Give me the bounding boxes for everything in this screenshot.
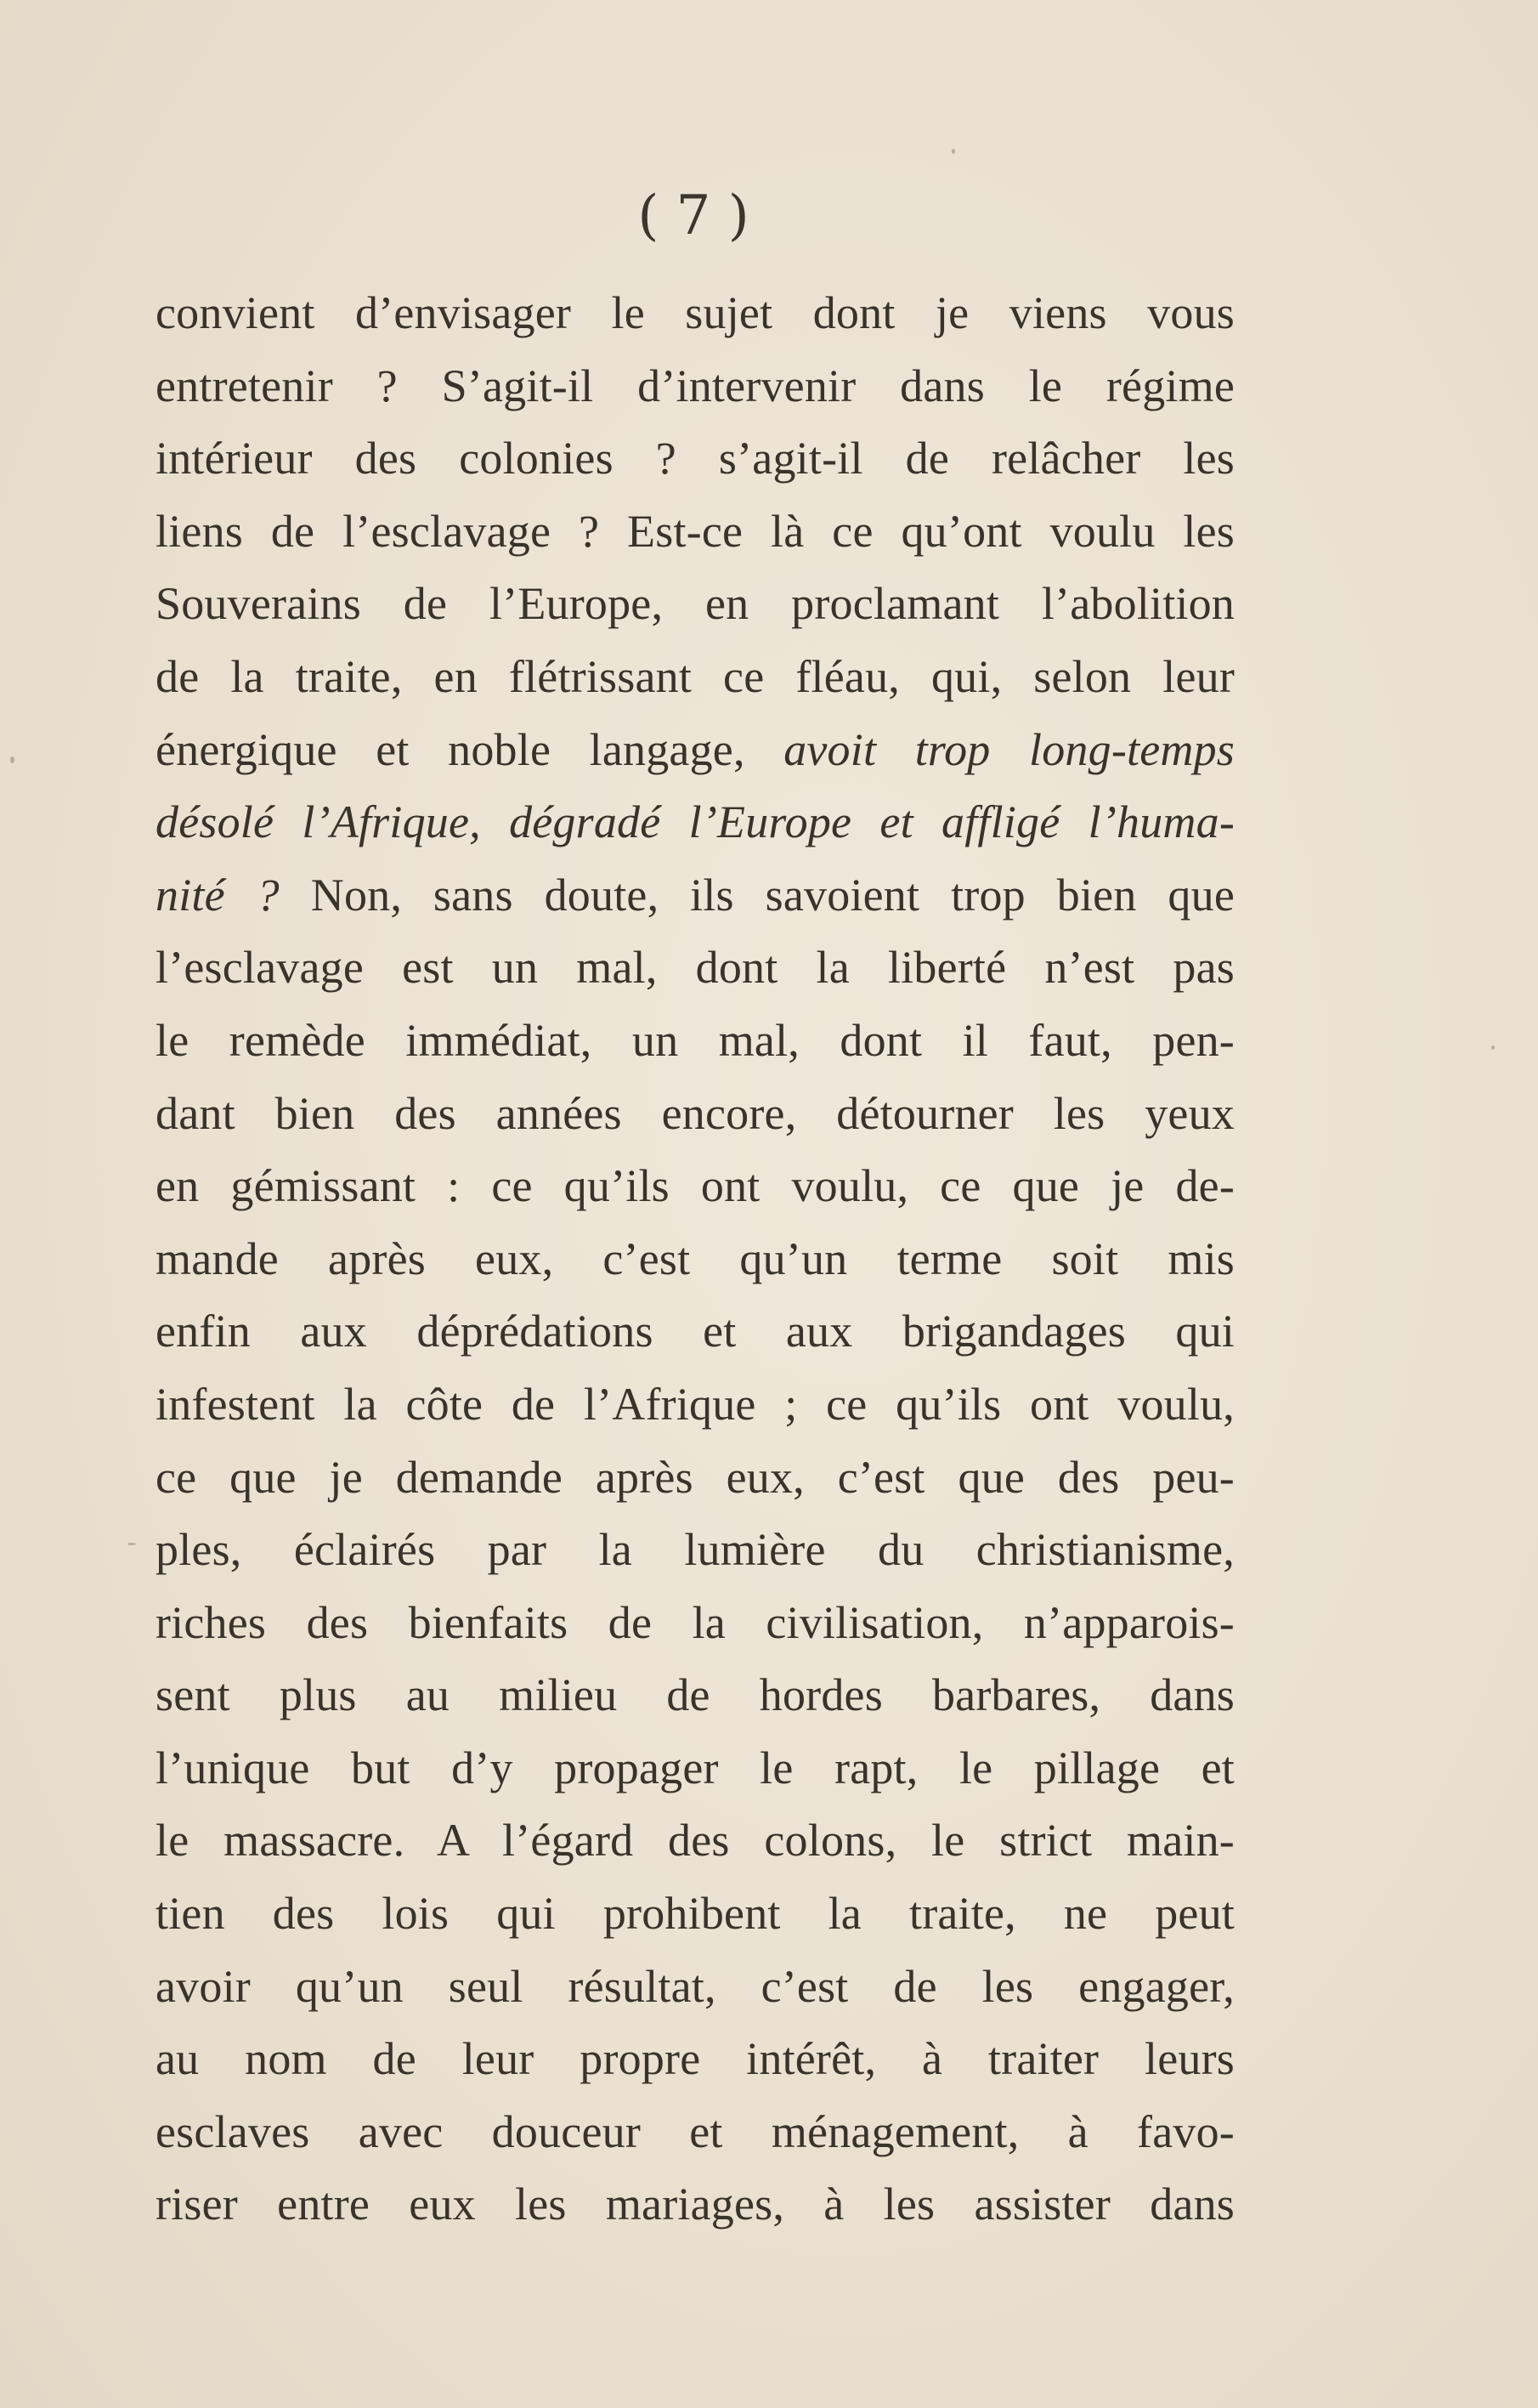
paper-speck: [10, 756, 14, 763]
text-line: intérieur des colonies ? s’agit-il de relâcher les: [155, 433, 1235, 484]
text-line: esclaves avec douceur et ménagement, à favo-: [155, 2105, 1235, 2157]
text-line: riser entre eux les mariages, à les assister dans: [155, 2179, 1235, 2230]
text-line: infestent la côte de l’Afrique ; ce qu’ils ont voulu,: [155, 1378, 1235, 1430]
text-line: l’esclavage est un mal, dont la liberté n’est pas: [155, 942, 1235, 994]
text-line: au nom de leur propre intérêt, à traiter leurs: [155, 2033, 1235, 2085]
text-line: de la traite, en flétrissant ce fléau, qui, selon leur: [155, 650, 1235, 702]
text-line: le remède immédiat, un mal, dont il faut, pen-: [155, 1014, 1235, 1066]
text-line: entretenir ? S’agit-il d’intervenir dans le régime: [155, 360, 1235, 411]
text-line: désolé l’Afrique, dégradé l’Europe et affligé l’huma-: [155, 796, 1235, 848]
italic-quote: avoit trop long-temps: [783, 723, 1235, 775]
paper-speck: [1491, 1045, 1495, 1050]
paper-speck: [127, 1543, 136, 1545]
text-line: liens de l’esclavage ? Est-ce là ce qu’ont voulu les: [155, 505, 1235, 557]
page-number: ( 7 ): [637, 184, 749, 247]
text-line: enfin aux déprédations et aux brigandages qui: [155, 1306, 1235, 1357]
text-line: [155, 859, 1235, 932]
text-line: mande après eux, c’est qu’un terme soit mis: [155, 1232, 1235, 1284]
text-line: en gémissant : ce qu’ils ont voulu, ce que je de-: [155, 1160, 1235, 1212]
text-line: dant bien des années encore, détourner les yeux: [155, 1087, 1235, 1139]
text-span: Non, sans doute, ils savoient trop bien que: [279, 869, 1235, 921]
text-line: le massacre. A l’égard des colons, le strict main-: [155, 1815, 1235, 1867]
text-span: énergique et noble langage,: [155, 723, 784, 775]
text-line: riches des bienfaits de la civilisation, n’apparois-: [155, 1596, 1235, 1648]
text-line: ce que je demande après eux, c’est que des peu-: [155, 1451, 1235, 1503]
italic-quote: nité ?: [155, 869, 280, 921]
text-line: Souverains de l’Europe, en proclamant l’abolition: [155, 578, 1235, 630]
text-line: ples, éclairés par la lumière du christianisme,: [155, 1524, 1235, 1576]
text-line: l’unique but d’y propager le rapt, le pillage et: [155, 1742, 1235, 1793]
body-text: [155, 277, 1235, 2241]
paper-speck: [952, 149, 955, 154]
text-line: convient d’envisager le sujet dont je viens vous: [155, 287, 1235, 338]
text-line: tien des lois qui prohibent la traite, ne peut: [155, 1888, 1235, 1940]
text-line: avoir qu’un seul résultat, c’est de les engager,: [155, 1960, 1235, 2012]
text-line: sent plus au milieu de hordes barbares, dans: [155, 1669, 1235, 1721]
text-line: [155, 714, 1235, 787]
